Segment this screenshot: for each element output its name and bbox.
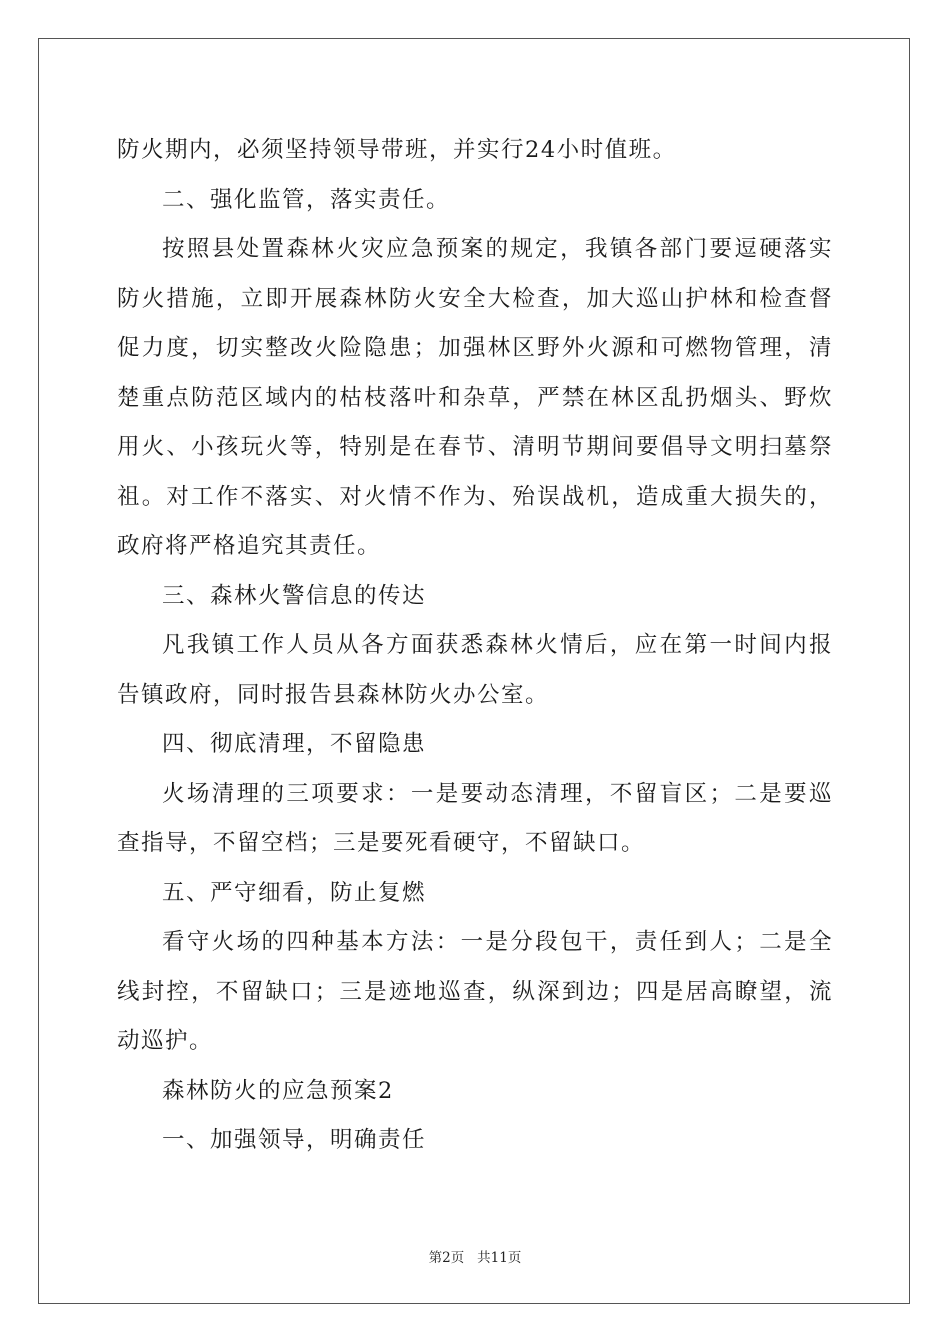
section-heading-5: 五、严守细看，防止复燃 (162, 879, 427, 906)
document-subtitle: 森林防火的应急预案2 (162, 1077, 394, 1104)
page-total: 共11页 (477, 1250, 522, 1266)
paragraph: 火场清理的三项要求：一是要动态清理，不留盲区；二是要巡查指导，不留空档；三是要死看硬守，不留缺口。 (117, 780, 833, 856)
page-footer (0, 1246, 950, 1266)
section-heading-4: 四、彻底清理，不留隐患 (162, 731, 427, 757)
paragraph: 按照县处置森林火灾应急预案的规定，我镇各部门要逗硬落实防火措施，立即开展森林防火安全大检查，加大巡山护林和检查督促力度，切实整改火险隐患；加强林区野外火源和可燃物管理，清楚重点防范区域内的枯枝落叶和杂草，严禁在林区乱扔烟头、野炊用火、小孩玩火等，特别是在春节、清明节期间要倡导文明扫墓祭祖。对工作不落实、对火情不作为、殆误战机，造成重大损失的，政府将严格追究其责任。 (117, 236, 833, 559)
section-heading-2: 二、强化监管，落实责任。 (162, 186, 451, 213)
paragraph: 凡我镇工作人员从各方面获悉森林火情后，应在第一时间内报告镇政府，同时报告县森林防火办公室。 (117, 632, 833, 708)
page-number: 第2页 (428, 1250, 465, 1266)
section-heading-3: 三、森林火警信息的传达 (162, 582, 427, 609)
document-body (117, 126, 833, 1166)
section-heading-1: 一、加强领导，明确责任 (162, 1127, 427, 1153)
paragraph: 看守火场的四种基本方法：一是分段包干，责任到人；二是全线封控，不留缺口；三是迹地巡查，纵深到边；四是居高瞭望，流动巡护。 (117, 929, 833, 1054)
paragraph-continuation: 防火期内，必须坚持领导带班，并实行24小时值班。 (117, 137, 677, 163)
